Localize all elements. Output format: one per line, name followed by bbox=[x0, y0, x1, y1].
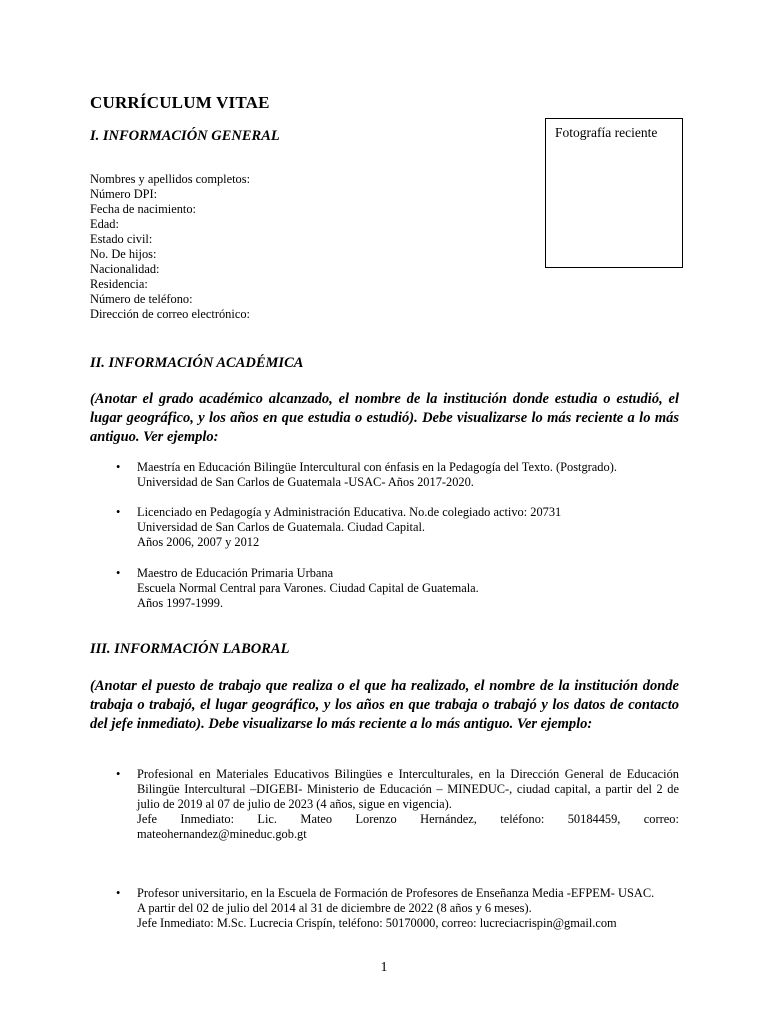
section-heading-work: III. INFORMACIÓN LABORAL bbox=[90, 641, 290, 657]
item-line: Universidad de San Carlos de Guatemala -USAC- Años 2017-2020. bbox=[137, 475, 474, 489]
bullet-icon: • bbox=[116, 566, 121, 580]
bullet-icon: • bbox=[116, 886, 121, 900]
item-line: Maestría en Educación Bilingüe Intercultural con énfasis en la Pedagogía del Texto. (Postgrado). bbox=[137, 460, 617, 474]
photo-label: Fotografía reciente bbox=[555, 125, 658, 140]
photo-placeholder bbox=[545, 118, 683, 268]
field-label: No. De hijos: bbox=[90, 247, 157, 261]
work-item bbox=[116, 767, 679, 842]
bullet-icon: • bbox=[116, 767, 121, 781]
field-label: Edad: bbox=[90, 217, 119, 231]
item-line: Años 1997-1999. bbox=[137, 596, 224, 610]
document-title: CURRÍCULUM VITAE bbox=[90, 93, 270, 112]
item-line: Universidad de San Carlos de Guatemala. Ciudad Capital. bbox=[137, 520, 426, 534]
item-line: Jefe Inmediato: M.Sc. Lucrecia Crispín, teléfono: 50170000, correo: lucreciacrispin@gmail.com bbox=[137, 916, 617, 930]
item-line: A partir del 02 de julio del 2014 al 31 de diciembre de 2022 (8 años y 6 meses). bbox=[137, 901, 532, 915]
field-label: Estado civil: bbox=[90, 232, 153, 246]
bullet-icon: • bbox=[116, 505, 121, 519]
item-line: Maestro de Educación Primaria Urbana bbox=[137, 566, 334, 580]
field-label: Nacionalidad: bbox=[90, 262, 160, 276]
field-label: Número DPI: bbox=[90, 187, 158, 201]
field-label: Dirección de correo electrónico: bbox=[90, 307, 250, 321]
page-number: 1 bbox=[380, 960, 388, 975]
item-line: Licenciado en Pedagogía y Administración Educativa. No.de colegiado activo: 20731 bbox=[137, 505, 562, 519]
field-label: Residencia: bbox=[90, 277, 148, 291]
item-line: Escuela Normal Central para Varones. Ciudad Capital de Guatemala. bbox=[137, 581, 479, 595]
section-heading-academic: II. INFORMACIÓN ACADÉMICA bbox=[90, 355, 304, 371]
item-line: Profesor universitario, en la Escuela de Formación de Profesores de Enseñanza Media -EFPEM- USAC. bbox=[137, 886, 655, 900]
general-fields-list bbox=[90, 172, 250, 322]
field-label: Número de teléfono: bbox=[90, 292, 193, 306]
item-text: Profesional en Materiales Educativos Bilingües e Interculturales, en la Dirección General de Educación Bilingüe Intercultural –DIGEBI- Ministerio de Educación – MINEDUC-, ciudad capital, a partir del 2 de julio de 2019 al 07 de julio de 2023 (4 años, sigue en vigencia). bbox=[137, 767, 679, 811]
jefe-line: Jefe Inmediato: Lic. Mateo Lorenzo Hernández, teléfono: 50184459, correo: bbox=[137, 812, 679, 826]
academic-item bbox=[116, 566, 679, 611]
academic-item bbox=[116, 460, 679, 490]
jefe-email: mateohernandez@mineduc.gob.gt bbox=[137, 827, 307, 841]
academic-instruction: (Anotar el grado académico alcanzado, el nombre de la institución donde estudia o estudió, el lugar geográfico, y los años en que estudia o estudió). Debe visualizarse lo más reciente a lo más antiguo. Ver ejemplo: bbox=[90, 391, 679, 445]
field-label: Nombres y apellidos completos: bbox=[90, 172, 251, 186]
section-heading-general: I. INFORMACIÓN GENERAL bbox=[90, 128, 280, 144]
work-item bbox=[116, 886, 679, 931]
field-label: Fecha de nacimiento: bbox=[90, 202, 196, 216]
item-line: Años 2006, 2007 y 2012 bbox=[137, 535, 260, 549]
bullet-icon: • bbox=[116, 460, 121, 474]
academic-item bbox=[116, 505, 679, 550]
work-instruction: (Anotar el puesto de trabajo que realiza o el que ha realizado, el nombre de la institución donde trabaja o trabajó, el lugar geográfico, y los años en que trabaja o trabajó y los datos de contacto del jefe inmediato). Debe visualizarse lo más reciente a lo más antiguo. Ver ejemplo: bbox=[90, 678, 679, 732]
